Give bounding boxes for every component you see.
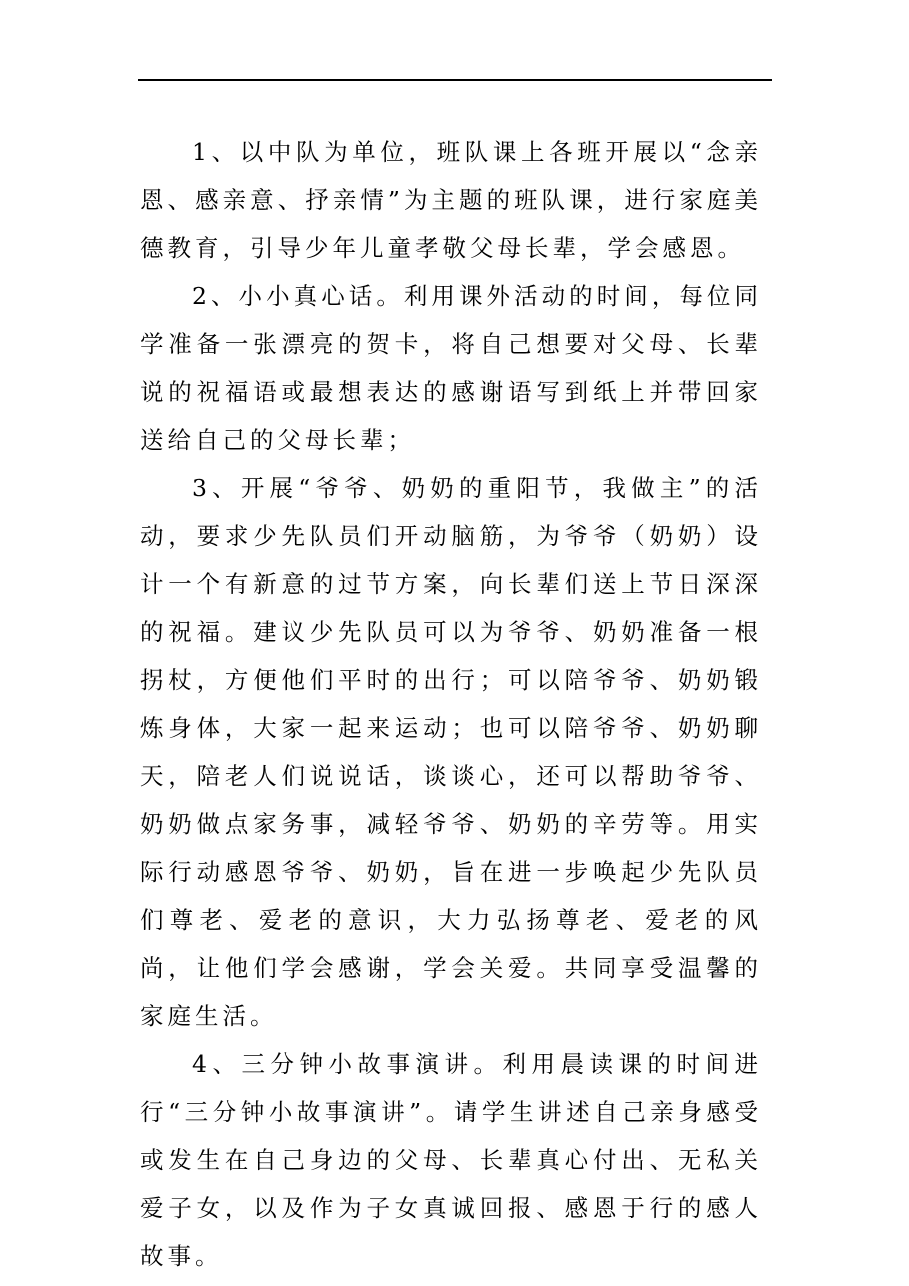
paragraph-1: 1、以中队为单位，班队课上各班开展以“念亲恩、感亲意、抒亲情”为主题的班队课，进行家庭美德教育，引导少年儿童孝敬父母长辈，学会感恩。 (140, 138, 762, 262)
paragraph-2: 2、小小真心话。利用课外活动的时间，每位同学准备一张漂亮的贺卡，将自己想要对父母、长辈说的祝福语或最想表达的感谢语写到纸上并带回家送给自己的父母长辈； (140, 282, 762, 454)
document-body (140, 128, 762, 1280)
paragraph-3: 3、开展“爷爷、奶奶的重阳节，我做主”的活动，要求少先队员们开动脑筋，为爷爷（奶奶）设计一个有新意的过节方案，向长辈们送上节日深深的祝福。建议少先队员可以为爷爷、奶奶准备一根拐杖，方便他们平时的出行；可以陪爷爷、奶奶锻炼身体，大家一起来运动；也可以陪爷爷、奶奶聊天，陪老人们说说话，谈谈心，还可以帮助爷爷、奶奶做点家务事，减轻爷爷、奶奶的辛劳等。用实际行动感恩爷爷、奶奶，旨在进一步唤起少先队员们尊老、爱老的意识，大力弘扬尊老、爱老的风尚，让他们学会感谢，学会关爱。共同享受温馨的家庭生活。 (140, 474, 762, 1030)
header-rule (138, 79, 772, 81)
paragraph-4: 4、三分钟小故事演讲。利用晨读课的时间进行“三分钟小故事演讲”。请学生讲述自己亲身感受或发生在自己身边的父母、长辈真心付出、无私关爱子女，以及作为子女真诚回报、感恩于行的感人故事。 (140, 1050, 762, 1270)
